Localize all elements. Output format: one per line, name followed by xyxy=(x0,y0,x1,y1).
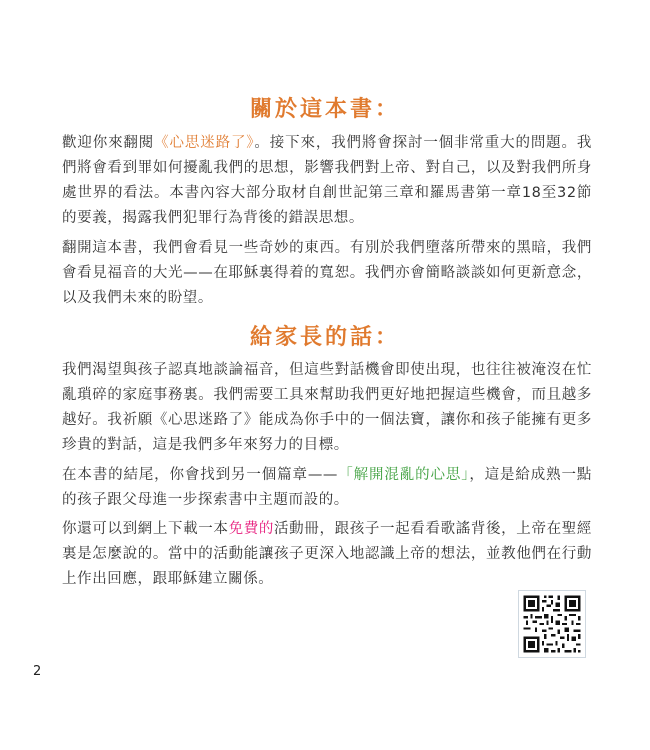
intro-text-start: 歡迎你來翻閱 xyxy=(62,135,155,151)
paragraph-gospel: 翻開這本書，我們會看見一些奇妙的東西。有別於我們墮落所帶來的黑暗，我們會看見福音的大光——在耶穌裏得着的寬恕。我們亦會簡略談談如何更新意念，以及我們未來的盼望。 xyxy=(62,240,592,306)
qr-code[interactable] xyxy=(518,590,586,658)
qr-code-icon xyxy=(519,591,585,657)
book-title-highlight: 《心思迷路了》 xyxy=(154,135,255,151)
paragraph-parents-desire: 我們渴望與孩子認真地談論福音，但這些對話機會即使出現，也往往被淹沒在忙亂瑣碎的家庭事務裏。我們需要工具來幫助我們更好地把握這些機會，而且越多越好。我祈願《心思迷路了》能成為你手中的一個法寶，讓你和孩子能擁有更多珍貴的對話，這是我們多年來努力的目標。 xyxy=(62,362,592,453)
page-number: 2 xyxy=(33,664,42,679)
paragraph-intro xyxy=(62,131,592,231)
chapter-title-highlight: 「解開混亂的心思」 xyxy=(338,467,470,483)
activity-text-rest: 活動冊，跟孩子一起看看歌謠背後，上帝在聖經裏是怎麼說的。當中的活動能讓孩子更深入地認識上帝的想法，並教他們在行動上作出回應，跟耶穌建立關係。 xyxy=(62,521,592,587)
paragraph-extra-chapter xyxy=(62,463,592,513)
section-title-parents: 給家長的話： xyxy=(249,325,400,350)
intro-text-rest: 。接下來，我們將會探討一個非常重大的問題。我們將會看到罪如何擾亂我們的思想，影響我們對上帝、對自己，以及對我們所身處世界的看法。本書內容大部分取材自創世記第三章和羅馬書第一章18至32節的要義，揭露我們犯罪行為背後的錯誤思想。 xyxy=(62,135,592,226)
extra-chapter-text-start: 在本書的結尾，你會找到另一個篇章—— xyxy=(62,467,339,483)
extra-chapter-text-rest: ，這是給成熟一點的孩子跟父母進一步探索書中主題而設的。 xyxy=(62,467,592,508)
paragraph-activity-book xyxy=(62,517,592,592)
free-highlight: 免費的 xyxy=(228,521,275,537)
section-title-about: 關於這本書： xyxy=(249,97,400,122)
activity-text-start: 你還可以到網上下載一本 xyxy=(62,521,229,537)
